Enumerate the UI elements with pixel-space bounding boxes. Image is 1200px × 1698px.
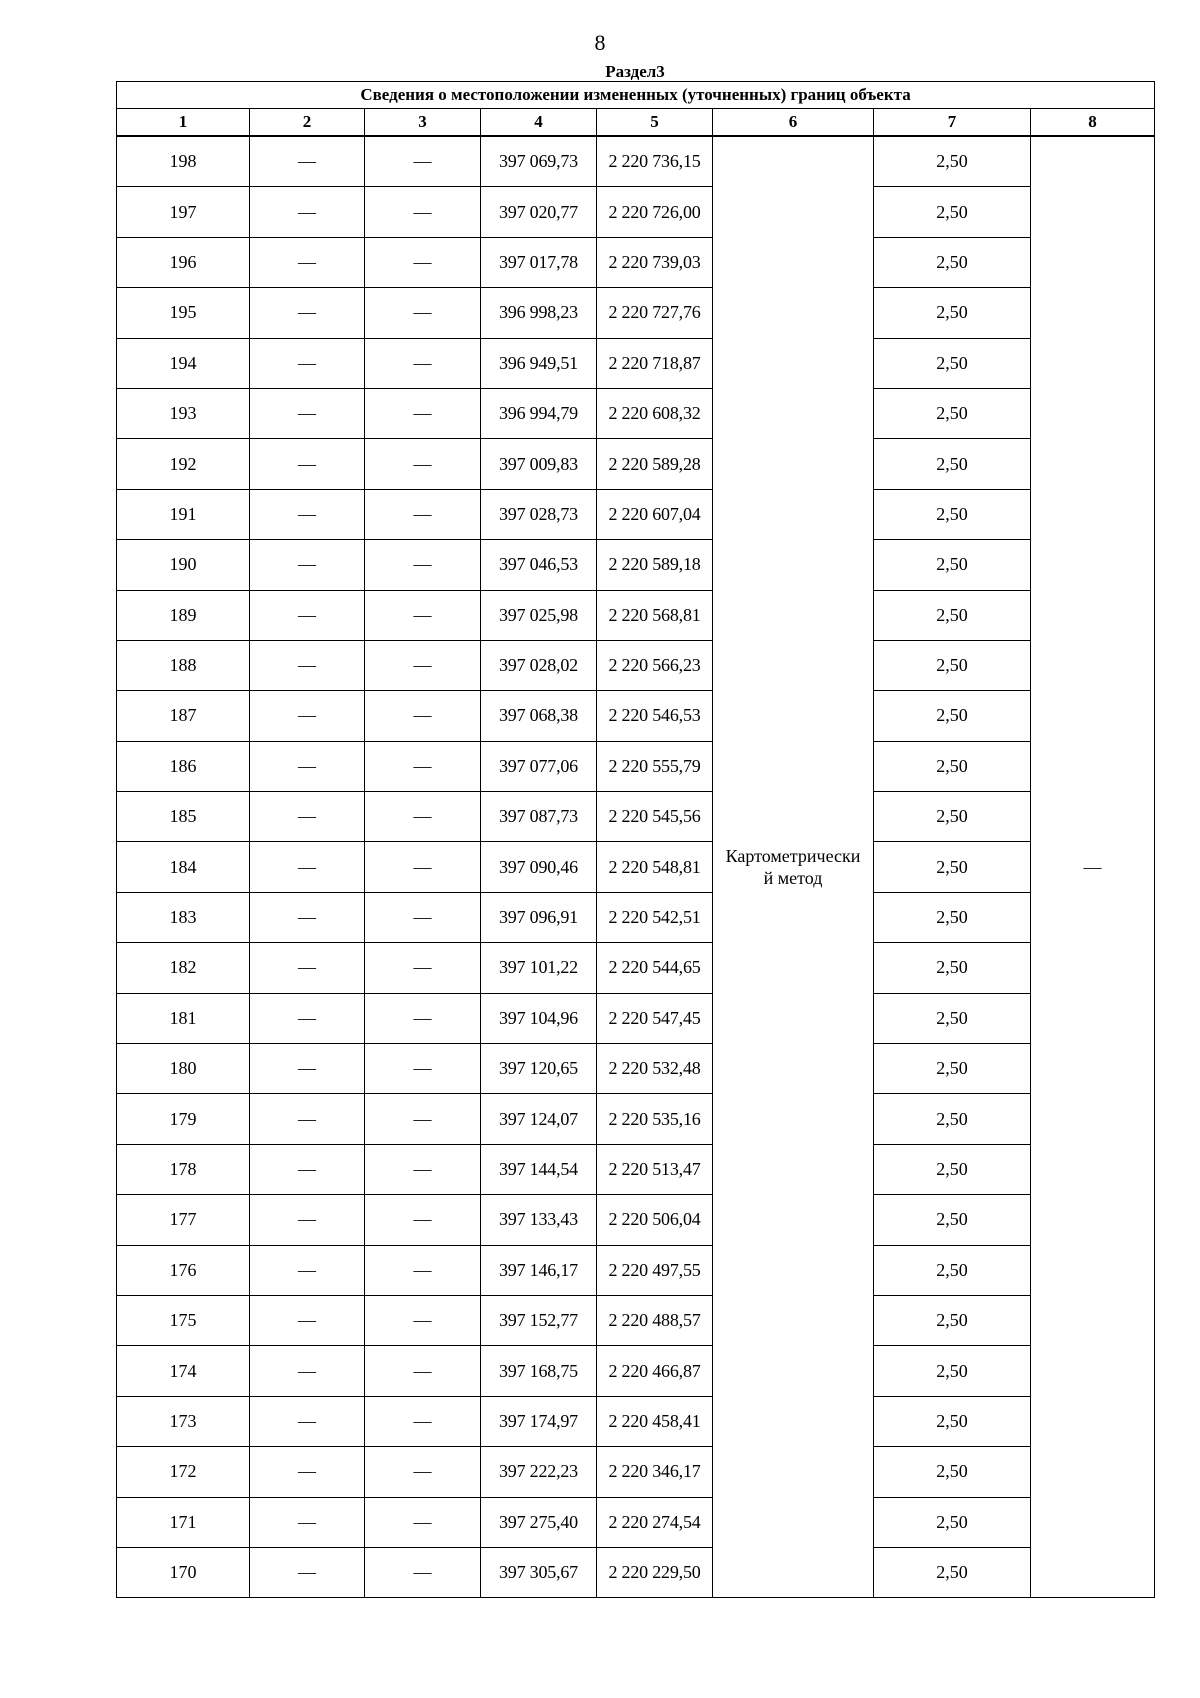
x-coordinate-cell: 397 120,65 (481, 1044, 597, 1094)
y-coordinate-cell: 2 220 589,28 (597, 439, 713, 489)
table-row (117, 338, 1155, 388)
column-2-cell: — (250, 1245, 365, 1295)
accuracy-cell: 2,50 (874, 439, 1031, 489)
y-coordinate-cell: 2 220 555,79 (597, 741, 713, 791)
column-3-cell: — (365, 1144, 481, 1194)
x-coordinate-cell: 397 096,91 (481, 892, 597, 942)
point-number-cell: 193 (117, 388, 250, 438)
column-2-cell: — (250, 1396, 365, 1446)
y-coordinate-cell: 2 220 544,65 (597, 943, 713, 993)
column-header-5: 5 (597, 109, 713, 137)
y-coordinate-cell: 2 220 535,16 (597, 1094, 713, 1144)
x-coordinate-cell: 397 077,06 (481, 741, 597, 791)
y-coordinate-cell: 2 220 568,81 (597, 590, 713, 640)
table-row (117, 540, 1155, 590)
column-header-row (117, 109, 1155, 137)
table-row (117, 1447, 1155, 1497)
column-2-cell: — (250, 187, 365, 237)
point-number-cell: 194 (117, 338, 250, 388)
y-coordinate-cell: 2 220 466,87 (597, 1346, 713, 1396)
y-coordinate-cell: 2 220 566,23 (597, 640, 713, 690)
column-2-cell: — (250, 237, 365, 287)
table-row (117, 1245, 1155, 1295)
column-3-cell: — (365, 1396, 481, 1446)
column-3-cell: — (365, 792, 481, 842)
page-number: 8 (594, 30, 606, 55)
accuracy-cell: 2,50 (874, 237, 1031, 287)
y-coordinate-cell: 2 220 736,15 (597, 136, 713, 187)
table-row (117, 1144, 1155, 1194)
accuracy-cell: 2,50 (874, 288, 1031, 338)
accuracy-cell: 2,50 (874, 1245, 1031, 1295)
column-3-cell: — (365, 237, 481, 287)
column-3-cell: — (365, 892, 481, 942)
column-2-cell: — (250, 640, 365, 690)
column-3-cell: — (365, 136, 481, 187)
table-row (117, 640, 1155, 690)
accuracy-cell: 2,50 (874, 892, 1031, 942)
column-3-cell: — (365, 338, 481, 388)
column-3-cell: — (365, 439, 481, 489)
accuracy-cell: 2,50 (874, 842, 1031, 892)
column-header-4: 4 (481, 109, 597, 137)
point-number-cell: 177 (117, 1195, 250, 1245)
column-header-6: 6 (713, 109, 874, 137)
column-2-cell: — (250, 1547, 365, 1597)
column-3-cell: — (365, 540, 481, 590)
accuracy-cell: 2,50 (874, 691, 1031, 741)
column-2-cell: — (250, 439, 365, 489)
x-coordinate-cell: 397 017,78 (481, 237, 597, 287)
column-2-cell: — (250, 1195, 365, 1245)
point-number-cell: 178 (117, 1144, 250, 1194)
column-2-cell: — (250, 1346, 365, 1396)
column-3-cell: — (365, 388, 481, 438)
x-coordinate-cell: 397 275,40 (481, 1497, 597, 1547)
y-coordinate-cell: 2 220 274,54 (597, 1497, 713, 1547)
x-coordinate-cell: 397 009,83 (481, 439, 597, 489)
column-3-cell: — (365, 1195, 481, 1245)
x-coordinate-cell: 397 090,46 (481, 842, 597, 892)
accuracy-cell: 2,50 (874, 1044, 1031, 1094)
column-3-cell: — (365, 590, 481, 640)
point-number-cell: 185 (117, 792, 250, 842)
y-coordinate-cell: 2 220 346,17 (597, 1447, 713, 1497)
column-2-cell: — (250, 590, 365, 640)
accuracy-cell: 2,50 (874, 1094, 1031, 1144)
point-number-cell: 188 (117, 640, 250, 690)
y-coordinate-cell: 2 220 497,55 (597, 1245, 713, 1295)
method-text-line-1: Картометрически (725, 846, 861, 867)
point-number-cell: 176 (117, 1245, 250, 1295)
y-coordinate-cell: 2 220 718,87 (597, 338, 713, 388)
column-2-cell: — (250, 741, 365, 791)
column-2-cell: — (250, 1497, 365, 1547)
y-coordinate-cell: 2 220 546,53 (597, 691, 713, 741)
x-coordinate-cell: 397 104,96 (481, 993, 597, 1043)
table-row (117, 439, 1155, 489)
x-coordinate-cell: 397 101,22 (481, 943, 597, 993)
x-coordinate-cell: 397 124,07 (481, 1094, 597, 1144)
point-number-cell: 186 (117, 741, 250, 791)
accuracy-cell: 2,50 (874, 1447, 1031, 1497)
column-2-cell: — (250, 691, 365, 741)
point-number-cell: 195 (117, 288, 250, 338)
y-coordinate-cell: 2 220 229,50 (597, 1547, 713, 1597)
table-row (117, 1346, 1155, 1396)
x-coordinate-cell: 397 046,53 (481, 540, 597, 590)
point-number-cell: 187 (117, 691, 250, 741)
section-title: Раздел3 (605, 62, 665, 81)
table-row (117, 1497, 1155, 1547)
column-3-cell: — (365, 1547, 481, 1597)
table-row (117, 1044, 1155, 1094)
y-coordinate-cell: 2 220 589,18 (597, 540, 713, 590)
accuracy-cell: 2,50 (874, 792, 1031, 842)
method-text-line-2: й метод (763, 868, 823, 889)
y-coordinate-cell: 2 220 548,81 (597, 842, 713, 892)
column-2-cell: — (250, 489, 365, 539)
accuracy-cell: 2,50 (874, 1144, 1031, 1194)
y-coordinate-cell: 2 220 506,04 (597, 1195, 713, 1245)
y-coordinate-cell: 2 220 532,48 (597, 1044, 713, 1094)
column-2-cell: — (250, 993, 365, 1043)
column-header-3: 3 (365, 109, 481, 137)
table-row (117, 741, 1155, 791)
column-2-cell: — (250, 1144, 365, 1194)
point-number-cell: 181 (117, 993, 250, 1043)
table-row (117, 590, 1155, 640)
table-row (117, 187, 1155, 237)
y-coordinate-cell: 2 220 513,47 (597, 1144, 713, 1194)
column-3-cell: — (365, 1094, 481, 1144)
y-coordinate-cell: 2 220 545,56 (597, 792, 713, 842)
accuracy-cell: 2,50 (874, 943, 1031, 993)
column-3-cell: — (365, 288, 481, 338)
column-3-cell: — (365, 842, 481, 892)
y-coordinate-cell: 2 220 727,76 (597, 288, 713, 338)
table-row (117, 1295, 1155, 1345)
column-3-cell: — (365, 1295, 481, 1345)
column-2-cell: — (250, 842, 365, 892)
y-coordinate-cell: 2 220 608,32 (597, 388, 713, 438)
column-2-cell: — (250, 136, 365, 187)
column-2-cell: — (250, 943, 365, 993)
column-header-2: 2 (250, 109, 365, 137)
table-row (117, 792, 1155, 842)
table-row (117, 993, 1155, 1043)
point-number-cell: 175 (117, 1295, 250, 1345)
point-number-cell: 180 (117, 1044, 250, 1094)
accuracy-cell: 2,50 (874, 338, 1031, 388)
y-coordinate-cell: 2 220 488,57 (597, 1295, 713, 1345)
accuracy-cell: 2,50 (874, 187, 1031, 237)
x-coordinate-cell: 397 152,77 (481, 1295, 597, 1345)
column-2-cell: — (250, 1094, 365, 1144)
column-3-cell: — (365, 1497, 481, 1547)
accuracy-cell: 2,50 (874, 1195, 1031, 1245)
x-coordinate-cell: 396 994,79 (481, 388, 597, 438)
column-3-cell: — (365, 691, 481, 741)
column-3-cell: — (365, 1044, 481, 1094)
point-number-cell: 173 (117, 1396, 250, 1446)
column-2-cell: — (250, 338, 365, 388)
point-number-cell: 183 (117, 892, 250, 942)
accuracy-cell: 2,50 (874, 136, 1031, 187)
x-coordinate-cell: 397 146,17 (481, 1245, 597, 1295)
column-2-cell: — (250, 792, 365, 842)
point-number-cell: 171 (117, 1497, 250, 1547)
column-2-cell: — (250, 1447, 365, 1497)
column-2-cell: — (250, 540, 365, 590)
accuracy-cell: 2,50 (874, 640, 1031, 690)
column-header-7: 7 (874, 109, 1031, 137)
column-3-cell: — (365, 1346, 481, 1396)
point-number-cell: 196 (117, 237, 250, 287)
coordinates-table (116, 81, 1155, 1598)
point-number-cell: 174 (117, 1346, 250, 1396)
accuracy-cell: 2,50 (874, 741, 1031, 791)
x-coordinate-cell: 397 068,38 (481, 691, 597, 741)
point-number-cell: 182 (117, 943, 250, 993)
x-coordinate-cell: 397 028,02 (481, 640, 597, 690)
x-coordinate-cell: 397 144,54 (481, 1144, 597, 1194)
column-3-cell: — (365, 1245, 481, 1295)
point-number-cell: 191 (117, 489, 250, 539)
x-coordinate-cell: 396 998,23 (481, 288, 597, 338)
column-8-cell: — (1031, 136, 1155, 1598)
column-3-cell: — (365, 187, 481, 237)
accuracy-cell: 2,50 (874, 388, 1031, 438)
point-number-cell: 179 (117, 1094, 250, 1144)
table-row (117, 388, 1155, 438)
y-coordinate-cell: 2 220 739,03 (597, 237, 713, 287)
x-coordinate-cell: 397 025,98 (481, 590, 597, 640)
x-coordinate-cell: 397 174,97 (481, 1396, 597, 1446)
table-row (117, 943, 1155, 993)
table-body (117, 136, 1155, 1598)
y-coordinate-cell: 2 220 607,04 (597, 489, 713, 539)
table-row (117, 136, 1155, 187)
point-number-cell: 190 (117, 540, 250, 590)
column-header-8: 8 (1031, 109, 1155, 137)
table-caption: Сведения о местоположении измененных (уточненных) границ объекта (117, 82, 1155, 109)
table-row (117, 489, 1155, 539)
accuracy-cell: 2,50 (874, 1547, 1031, 1597)
table-row (117, 892, 1155, 942)
column-2-cell: — (250, 892, 365, 942)
table-row (117, 842, 1155, 892)
y-coordinate-cell: 2 220 458,41 (597, 1396, 713, 1446)
column-3-cell: — (365, 1447, 481, 1497)
point-number-cell: 184 (117, 842, 250, 892)
column-3-cell: — (365, 943, 481, 993)
table-row (117, 288, 1155, 338)
column-2-cell: — (250, 388, 365, 438)
column-3-cell: — (365, 489, 481, 539)
column-header-1: 1 (117, 109, 250, 137)
x-coordinate-cell: 397 028,73 (481, 489, 597, 539)
column-2-cell: — (250, 288, 365, 338)
table-row (117, 1195, 1155, 1245)
column-3-cell: — (365, 640, 481, 690)
column-2-cell: — (250, 1295, 365, 1345)
accuracy-cell: 2,50 (874, 590, 1031, 640)
column-2-cell: — (250, 1044, 365, 1094)
point-number-cell: 189 (117, 590, 250, 640)
x-coordinate-cell: 397 305,67 (481, 1547, 597, 1597)
y-coordinate-cell: 2 220 726,00 (597, 187, 713, 237)
x-coordinate-cell: 397 087,73 (481, 792, 597, 842)
point-number-cell: 197 (117, 187, 250, 237)
y-coordinate-cell: 2 220 547,45 (597, 993, 713, 1043)
point-number-cell: 192 (117, 439, 250, 489)
accuracy-cell: 2,50 (874, 489, 1031, 539)
method-cell (713, 136, 874, 1598)
accuracy-cell: 2,50 (874, 1497, 1031, 1547)
accuracy-cell: 2,50 (874, 1295, 1031, 1345)
point-number-cell: 198 (117, 136, 250, 187)
y-coordinate-cell: 2 220 542,51 (597, 892, 713, 942)
x-coordinate-cell: 397 168,75 (481, 1346, 597, 1396)
column-3-cell: — (365, 993, 481, 1043)
point-number-cell: 172 (117, 1447, 250, 1497)
x-coordinate-cell: 397 222,23 (481, 1447, 597, 1497)
x-coordinate-cell: 397 069,73 (481, 136, 597, 187)
accuracy-cell: 2,50 (874, 1346, 1031, 1396)
table-row (117, 1396, 1155, 1446)
x-coordinate-cell: 397 133,43 (481, 1195, 597, 1245)
point-number-cell: 170 (117, 1547, 250, 1597)
accuracy-cell: 2,50 (874, 1396, 1031, 1446)
table-row (117, 691, 1155, 741)
accuracy-cell: 2,50 (874, 540, 1031, 590)
table-row (117, 1547, 1155, 1597)
x-coordinate-cell: 396 949,51 (481, 338, 597, 388)
table-row (117, 1094, 1155, 1144)
accuracy-cell: 2,50 (874, 993, 1031, 1043)
column-3-cell: — (365, 741, 481, 791)
table-row (117, 237, 1155, 287)
x-coordinate-cell: 397 020,77 (481, 187, 597, 237)
